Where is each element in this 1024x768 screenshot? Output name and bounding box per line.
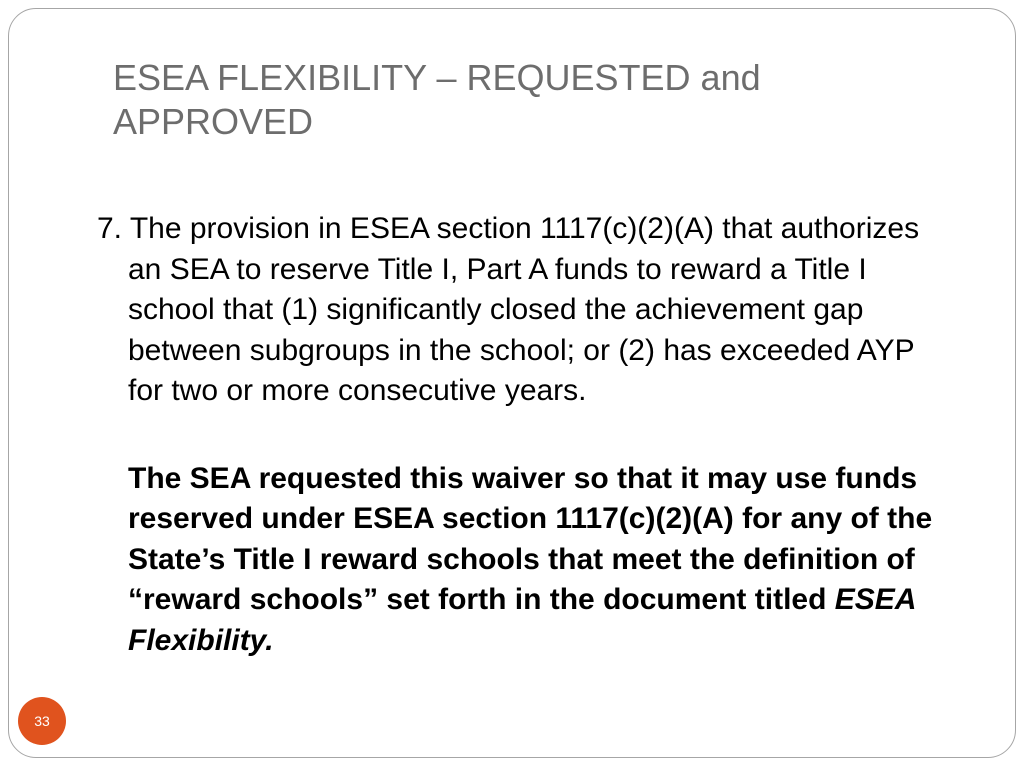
slide-title: ESEA FLEXIBILITY – REQUESTED and APPROVED	[113, 57, 761, 142]
item-number: 7.	[97, 212, 123, 245]
item-text: The provision in ESEA section 1117(c)(2)(A) that authorizes an SEA to reserve Title I, Part A funds to reward a Title I school that (1) significantly closed the achievement gap between subgroups in the school; or (2) has exceeded AYP for two or more consecutive years.	[128, 212, 920, 407]
slide-number-badge: 33	[18, 697, 66, 745]
waiver-note	[128, 459, 947, 662]
numbered-item	[97, 209, 947, 412]
document-title: ESEA Flexibility.	[128, 583, 916, 657]
note-text: The SEA requested this waiver so that it may use funds reserved under ESEA section 1117(c)(2)(A) for any of the State’s Title I reward schools that meet the definition of “reward schools” set forth in the document titled	[128, 461, 933, 616]
slide-body	[97, 209, 947, 661]
